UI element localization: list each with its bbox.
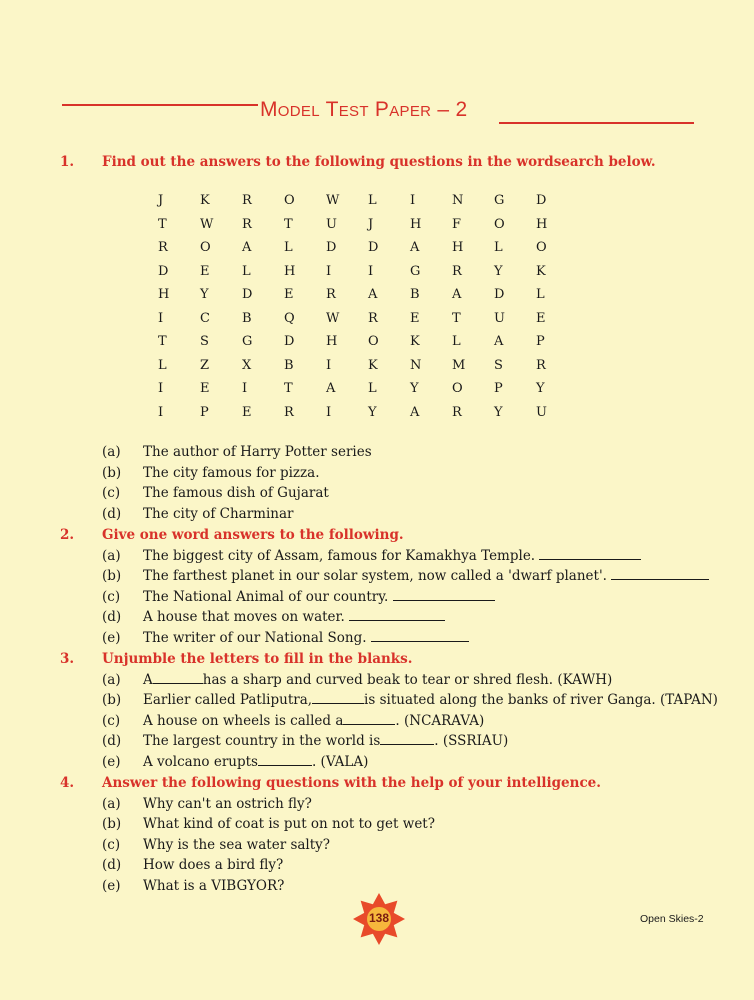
grid-letter: O [284, 193, 295, 208]
grid-letter: D [158, 263, 169, 279]
item-label: (e) [102, 754, 121, 770]
q3-item-d [102, 733, 508, 749]
item-text-after: . (VALA) [311, 754, 369, 770]
item-label: (e) [102, 878, 121, 894]
grid-letter: D [368, 240, 379, 255]
grid-letter: P [200, 404, 209, 420]
grid-letter: I [158, 381, 164, 396]
q2-instruction: Give one word answers to the following. [102, 527, 404, 543]
grid-letter: R [242, 193, 252, 208]
answer-blank [611, 578, 709, 580]
grid-letter: U [494, 310, 505, 326]
grid-letter: O [452, 381, 463, 396]
grid-letter: I [326, 357, 332, 373]
grid-letter: F [452, 216, 462, 232]
grid-letter: E [410, 310, 420, 326]
item-text-after: . (NCARAVA) [395, 713, 485, 729]
grid-letter: E [200, 263, 210, 279]
item-label: (c) [102, 713, 121, 729]
answer-blank [371, 640, 469, 642]
grid-letter: L [284, 240, 293, 255]
grid-letter: H [410, 216, 422, 232]
item-label: (e) [102, 630, 121, 646]
grid-letter: T [452, 310, 461, 326]
answer-blank [539, 558, 641, 560]
grid-letter: T [158, 216, 167, 232]
item-label: (d) [102, 733, 122, 749]
item-label: (b) [102, 465, 122, 481]
page-number: 138 [368, 911, 390, 925]
grid-letter: O [368, 334, 379, 349]
item-text-after: is situated along the banks of river Ganga. (TAPAN) [364, 692, 718, 708]
grid-letter: D [242, 287, 253, 302]
grid-letter: E [536, 310, 546, 326]
grid-letter: T [284, 381, 293, 396]
grid-letter: A [368, 287, 378, 302]
title-rule-right [499, 122, 694, 124]
grid-letter: R [536, 357, 546, 373]
grid-letter: Y [536, 381, 545, 396]
q3-item-a [102, 672, 612, 688]
page-title: Model Test Paper – 2 [260, 98, 468, 121]
item-label: (a) [102, 796, 121, 812]
grid-letter: I [242, 381, 248, 396]
item-label: (b) [102, 692, 122, 708]
grid-letter: A [410, 240, 420, 255]
q3-item-c [102, 713, 484, 729]
item-label: (a) [102, 548, 121, 564]
q2-item-b [102, 568, 709, 584]
grid-letter: M [452, 357, 466, 373]
grid-letter: S [200, 334, 209, 349]
item-text: The author of Harry Potter series [143, 444, 372, 460]
grid-letter: B [242, 310, 252, 326]
grid-letter: H [452, 240, 464, 255]
q3-item-e [102, 754, 368, 770]
grid-letter: L [368, 381, 377, 396]
grid-letter: G [242, 334, 253, 349]
grid-letter: Y [410, 381, 419, 396]
grid-letter: U [326, 216, 337, 232]
item-label: (b) [102, 568, 122, 584]
grid-letter: L [242, 263, 251, 279]
item-label: (d) [102, 506, 122, 522]
grid-letter: R [326, 287, 336, 302]
grid-letter: B [410, 287, 420, 302]
grid-letter: Z [200, 357, 210, 373]
grid-letter: Y [200, 287, 209, 302]
title-rule-left [62, 104, 258, 106]
grid-letter: D [326, 240, 337, 255]
grid-letter: H [326, 334, 338, 349]
grid-letter: I [326, 263, 332, 279]
q1-item-d [102, 506, 293, 522]
item-text: A house that moves on water. [143, 609, 345, 625]
item-text: The city of Charminar [143, 506, 294, 522]
grid-letter: Y [494, 404, 503, 420]
q4-number: 4. [60, 775, 75, 791]
q1-item-a [102, 444, 372, 460]
grid-letter: O [536, 240, 547, 255]
q4-item-a [102, 796, 312, 812]
q2-item-e [102, 630, 469, 646]
grid-letter: N [410, 357, 422, 373]
q2-item-c [102, 589, 495, 605]
q4-item-b [102, 816, 435, 832]
item-text-after: . (SSRIAU) [434, 733, 509, 749]
grid-letter: D [494, 287, 505, 302]
q4-item-e [102, 878, 284, 894]
item-text: The National Animal of our country. [143, 589, 389, 605]
item-text: What kind of coat is put on not to get wet? [143, 816, 435, 832]
q1-instruction: Find out the answers to the following questions in the wordsearch below. [102, 154, 656, 170]
grid-letter: R [368, 310, 378, 326]
item-label: (a) [102, 672, 121, 688]
item-text: Why can't an ostrich fly? [143, 796, 312, 812]
footer-book-title: Open Skies-2 [640, 913, 704, 925]
grid-letter: R [242, 216, 252, 232]
grid-letter: O [200, 240, 211, 255]
grid-letter: R [452, 404, 462, 420]
grid-letter: U [536, 404, 547, 420]
fill-blank [312, 702, 364, 704]
grid-letter: L [536, 287, 545, 302]
grid-letter: H [284, 263, 296, 279]
grid-letter: P [494, 381, 503, 396]
item-text: The city famous for pizza. [143, 465, 320, 481]
grid-letter: H [158, 287, 170, 302]
q2-number: 2. [60, 527, 75, 543]
q4-instruction: Answer the following questions with the help of your intelligence. [102, 775, 601, 791]
item-label: (c) [102, 837, 121, 853]
grid-letter: C [200, 310, 210, 326]
item-text: The writer of our National Song. [143, 630, 367, 646]
grid-letter: H [536, 216, 548, 232]
grid-letter: J [158, 193, 164, 208]
grid-letter: D [536, 193, 547, 208]
grid-letter: Y [368, 404, 377, 420]
grid-letter: L [158, 357, 167, 373]
fill-blank [380, 743, 434, 745]
grid-letter: N [452, 193, 464, 208]
item-text-before: A house on wheels is called a [143, 713, 344, 729]
item-label: (c) [102, 589, 121, 605]
grid-letter: R [452, 263, 462, 279]
q1-item-c [102, 485, 329, 501]
item-text-before: The largest country in the world is [143, 733, 381, 749]
grid-letter: E [200, 381, 210, 396]
item-text-before: A volcano erupts [143, 754, 258, 770]
grid-letter: Y [494, 263, 503, 279]
grid-letter: I [158, 404, 164, 420]
grid-letter: I [410, 193, 416, 208]
answer-blank [393, 599, 495, 601]
fill-blank [258, 764, 312, 766]
q1-number: 1. [60, 154, 75, 170]
item-label: (d) [102, 857, 122, 873]
item-label: (b) [102, 816, 122, 832]
grid-letter: L [368, 193, 377, 208]
answer-blank [349, 619, 445, 621]
fill-blank [153, 682, 203, 684]
wordsearch-grid [148, 193, 568, 428]
q3-number: 3. [60, 651, 75, 667]
grid-letter: K [410, 334, 420, 349]
grid-letter: L [452, 334, 461, 349]
grid-letter: T [158, 334, 167, 349]
grid-letter: D [284, 334, 295, 349]
grid-letter: R [284, 404, 294, 420]
grid-letter: J [368, 216, 374, 232]
grid-letter: W [200, 216, 214, 232]
title-row [62, 96, 694, 130]
grid-letter: P [536, 334, 545, 349]
grid-letter: S [494, 357, 503, 373]
q4-item-d [102, 857, 283, 873]
grid-letter: A [410, 404, 420, 420]
grid-letter: K [368, 357, 378, 373]
item-label: (a) [102, 444, 121, 460]
grid-letter: A [326, 381, 336, 396]
grid-letter: L [494, 240, 503, 255]
grid-letter: R [158, 240, 168, 255]
grid-letter: W [326, 310, 340, 326]
grid-letter: I [368, 263, 374, 279]
item-text: What is a VIBGYOR? [143, 878, 285, 894]
grid-letter: G [410, 263, 421, 279]
q2-item-a [102, 548, 641, 564]
grid-letter: A [452, 287, 462, 302]
grid-letter: E [284, 287, 294, 302]
item-text-after: has a sharp and curved beak to tear or shred flesh. (KAWH) [202, 672, 613, 688]
grid-letter: B [284, 357, 294, 373]
q1-item-b [102, 465, 319, 481]
grid-letter: I [158, 310, 164, 326]
item-text: How does a bird fly? [143, 857, 284, 873]
grid-letter: K [200, 193, 210, 208]
item-text: Why is the sea water salty? [143, 837, 331, 853]
item-text-before: A [143, 672, 153, 688]
grid-letter: W [326, 193, 340, 208]
item-text: The farthest planet in our solar system, now called a 'dwarf planet'. [143, 568, 607, 584]
item-text: The biggest city of Assam, famous for Kamakhya Temple. [143, 548, 536, 564]
item-label: (c) [102, 485, 121, 501]
q2-item-d [102, 609, 445, 625]
fill-blank [343, 723, 395, 725]
item-text-before: Earlier called Patliputra, [143, 692, 313, 708]
grid-letter: Q [284, 310, 295, 326]
grid-letter: I [326, 404, 332, 420]
q3-item-b [102, 692, 718, 708]
item-label: (d) [102, 609, 122, 625]
grid-letter: K [536, 263, 546, 279]
grid-letter: T [284, 216, 293, 232]
grid-letter: E [242, 404, 252, 420]
q4-item-c [102, 837, 330, 853]
q3-instruction: Unjumble the letters to fill in the blanks. [102, 651, 413, 667]
grid-letter: A [494, 334, 504, 349]
grid-letter: O [494, 216, 505, 232]
item-text: The famous dish of Gujarat [143, 485, 329, 501]
grid-letter: G [494, 193, 505, 208]
grid-letter: A [242, 240, 252, 255]
grid-letter: X [242, 357, 252, 373]
